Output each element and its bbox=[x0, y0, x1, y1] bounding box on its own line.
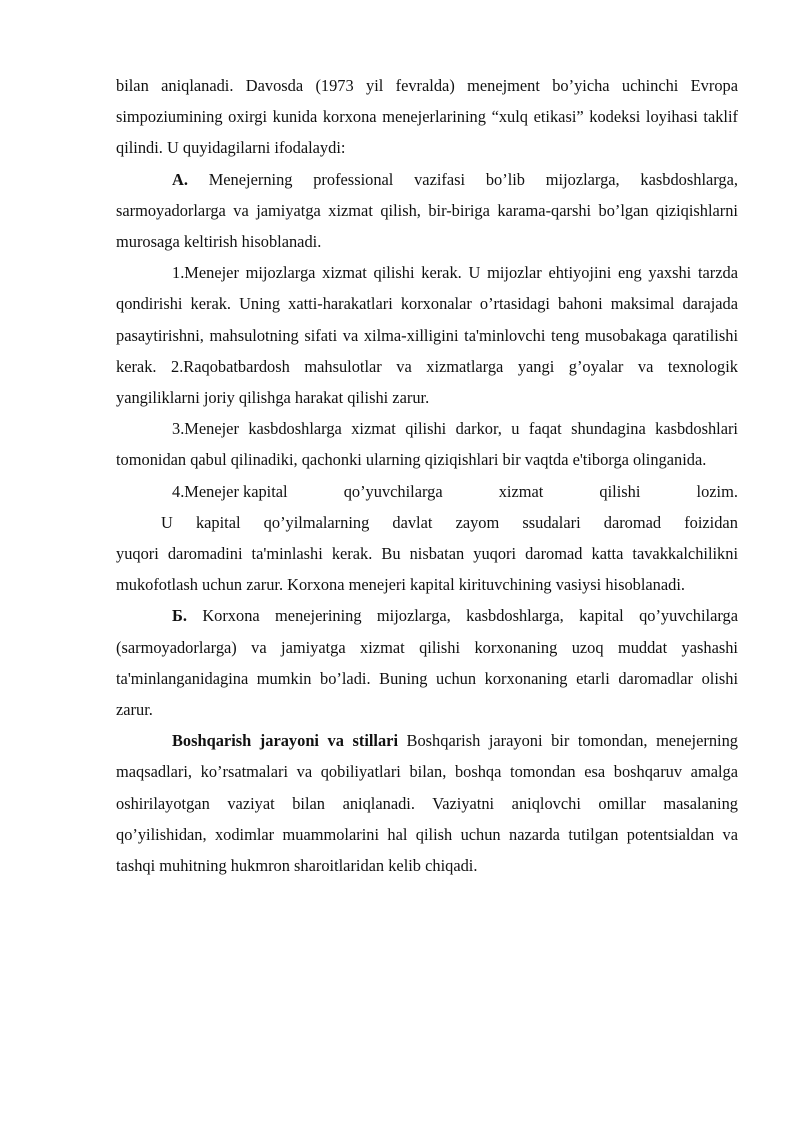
paragraph-a-text: Menejerning professional vazifasi bo’lib mijozlarga, kasbdoshlarga, sarmoyadorlarga va jamiyatga xizmat qilish, bir-biriga karama-qarshi bo’lgan qiziqishlarni murosaga keltirish hisoblanadi. bbox=[116, 169, 738, 252]
paragraph-intro: bilan aniqlanadi. Davosda (1973 yil fevralda) menejment bo’yicha uchinchi Evropa simpoziumining oxirgi kunida korxona menejerlarining “xulq etikasi” kodeksi loyihasi taklif qilindi. U quyidagilarni ifodalaydi: bbox=[116, 76, 738, 158]
item-4-word: xizmat bbox=[498, 481, 544, 501]
paragraph-management-text: Boshqarish jarayoni bir tomondan, menejerning maqsadlari, ko’rsatmalari va qobiliyatlari bilan, boshqa tomondan esa boshqaruv amalga oshirilayotgan vaziyat bilan aniqlanadi. Vaziyatni aniqlovchi omillar masalaning qo’yilishidan, xodimlar muammolarini hal qilish uchun nazarda tutilgan potentsialdan va tashqi muhitning hukmron sharoitlaridan kelib chiqadi. bbox=[116, 731, 738, 876]
item-4-word: daromad bbox=[603, 512, 662, 532]
paragraph-item-3: 3.Menejer kasbdoshlarga xizmat qilishi darkor, u faqat shundagina kasbdoshlari tomonidan qabul qilinadiki, qachonki ularning qiziqishlari bir vaqtda e'tiborga olinganida. bbox=[116, 419, 738, 470]
paragraph-item-4-rest: yuqori daromadini ta'minlashi kerak. Bu nisbatan yuqori daromad katta tavakkalchilikni mukofotlash uchun zarur. Korxona menejeri kapital kirituvchining vasiysi hisoblanadi. bbox=[116, 544, 738, 595]
item-4-word: U bbox=[161, 512, 173, 532]
paragraph-item-4-line-1 bbox=[116, 476, 738, 507]
item-4-word: qo’yilmalarning bbox=[263, 512, 370, 532]
item-4-word: foizidan bbox=[684, 512, 738, 532]
item-4-word: zayom bbox=[455, 512, 500, 532]
paragraph-b-marker: Б. bbox=[172, 606, 187, 626]
paragraph-item-4-line-2 bbox=[116, 507, 738, 538]
item-4-word: davlat bbox=[392, 512, 433, 532]
item-4-word: lozim. bbox=[696, 481, 738, 501]
paragraph-b bbox=[116, 600, 738, 725]
item-4-word: kapital bbox=[195, 512, 241, 532]
paragraph-a-marker: A. bbox=[172, 169, 188, 189]
item-4-word: qo’yuvchilarga bbox=[343, 481, 443, 501]
document-page bbox=[116, 70, 738, 881]
item-4-word: ssudalari bbox=[522, 512, 581, 532]
paragraph-item-4 bbox=[116, 476, 738, 601]
item-4-word: 4.Menejer kapital bbox=[172, 481, 288, 501]
item-4-word: qilishi bbox=[599, 481, 641, 501]
paragraph-b-text: Korxona menejerining mijozlarga, kasbdoshlarga, kapital qo’yuvchilarga (sarmoyadorlarga) va jamiyatga xizmat qilishi korxonaning uzoq muddat yashashi ta'minlanganidagina mumkin bo’ladi. Buning uchun korxonaning etarli daromadlar olishi zarur. bbox=[116, 606, 738, 720]
section-heading: Boshqarish jarayoni va stillari bbox=[172, 731, 398, 751]
paragraph-item-1-2: 1.Menejer mijozlarga xizmat qilishi kerak. U mijozlar ehtiyojini eng yaxshi tarzda qondirishi kerak. Uning xatti-harakatlari korxonalar o’rtasidagi bahoni maksimal darajada pasaytirishni, mahsulotning sifati va xilma-xilligini ta'minlovchi teng musobakaga qaratilishi kerak. 2.Raqobatbardosh mahsulotlar va xizmatlarga yangi g’oyalar va texnologik yangiliklarni joriy qilishga harakat qilishi zarur. bbox=[116, 263, 738, 408]
paragraph-management-process bbox=[116, 725, 738, 881]
paragraph-a bbox=[116, 164, 738, 258]
